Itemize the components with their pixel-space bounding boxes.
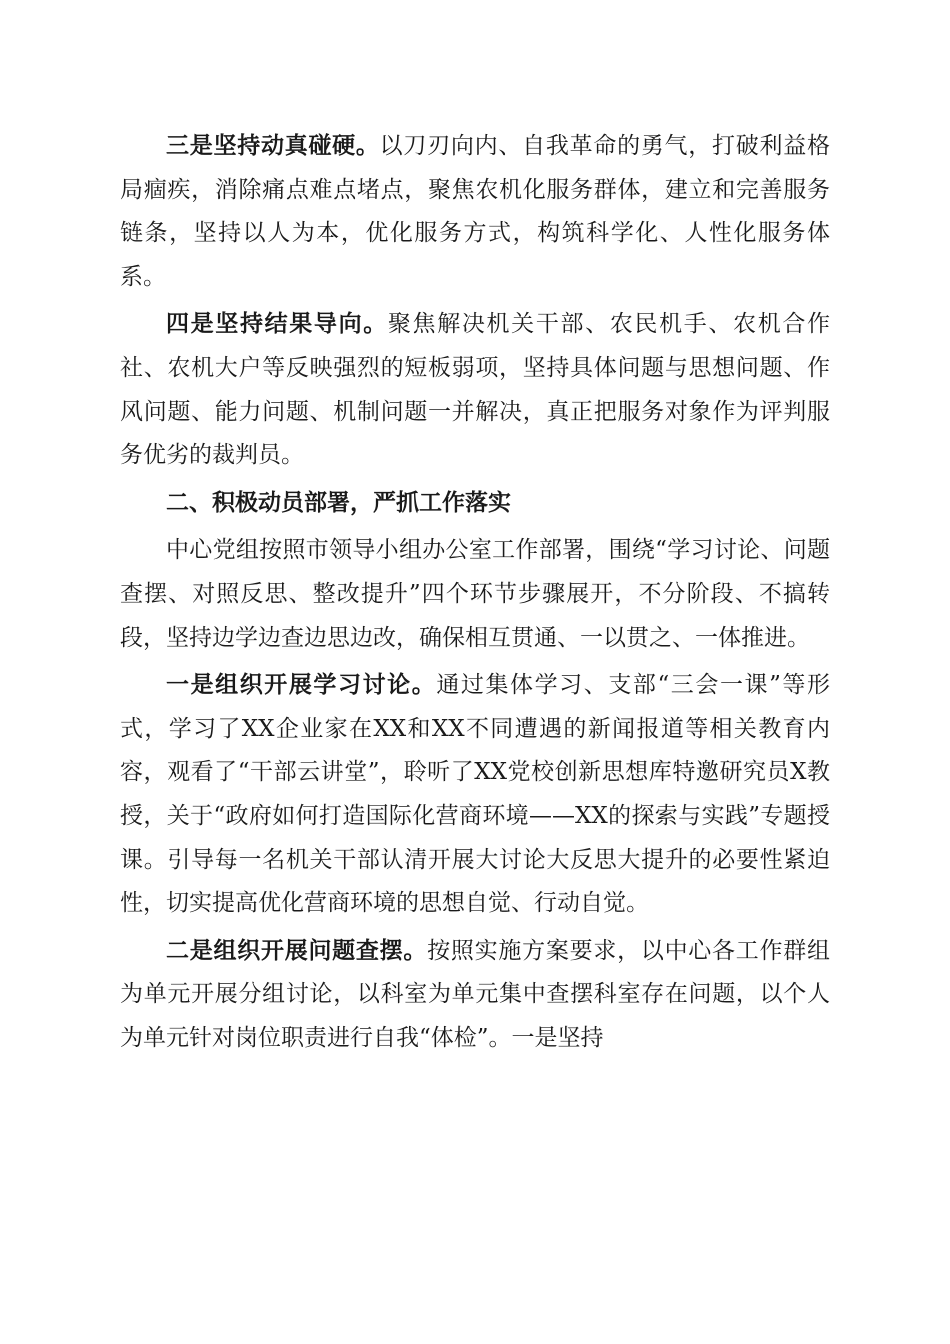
paragraph-lead: 一是组织开展学习讨论。 bbox=[166, 672, 437, 699]
paragraph-study-discussion bbox=[120, 664, 830, 926]
paragraph-lead: 二是组织开展问题查摆。 bbox=[166, 937, 428, 964]
document-page bbox=[120, 125, 830, 1060]
paragraph-results-oriented bbox=[120, 303, 830, 477]
paragraph-body: 聚焦解决机关干部、农民机手、农机合作社、农机大户等反映强烈的短板弱项，坚持具体问题与思想问题、作风问题、能力问题、机制问题一并解决，真正把服务对象作为评判服务优劣的裁判员。 bbox=[120, 311, 831, 469]
paragraph-deployment bbox=[120, 529, 830, 660]
section-heading: 二、积极动员部署，严抓工作落实 bbox=[166, 489, 511, 516]
paragraph-lead: 四是坚持结果导向。 bbox=[166, 311, 388, 338]
paragraph-body: 中心党组按照市领导小组办公室工作部署，围绕“学习讨论、问题查摆、对照反思、整改提升”四个环节步骤展开，不分阶段、不搞转段，坚持边学边查边思边改，确保相互贯通、一以贯之、一体推进。 bbox=[120, 537, 830, 651]
paragraph-body: 以刀刃向内、自我革命的勇气，打破利益格局痼疾，消除痛点难点堵点，聚焦农机化服务群体，建立和完善服务链条，坚持以人为本，优化服务方式，构筑科学化、人性化服务体系。 bbox=[120, 133, 831, 290]
paragraph-problem-finding bbox=[120, 930, 830, 1061]
paragraph-lead: 三是坚持动真碰硬。 bbox=[166, 133, 380, 159]
paragraph-body: 通过集体学习、支部“三会一课”等形式，学习了XX企业家在XX和XX不同遭遇的新闻报道等相关教育内容，观看了“干部云讲堂”，聆听了XX党校创新思想库特邀研究员X教授，关于“政府如何打造国际化营商环境——XX的探索与实践”专题授课。引导每一名机关干部认清开展大讨论大反思大提升的必要性紧迫性，切实提高优化营商环境的思想自觉、行动自觉。 bbox=[120, 672, 830, 917]
paragraph-adhere-breakthrough bbox=[120, 125, 830, 299]
paragraph-body: 按照实施方案要求，以中心各工作群组为单元开展分组讨论，以科室为单元集中查摆科室存在问题，以个人为单元针对岗位职责进行自我“体检”。一是坚持 bbox=[120, 937, 831, 1051]
